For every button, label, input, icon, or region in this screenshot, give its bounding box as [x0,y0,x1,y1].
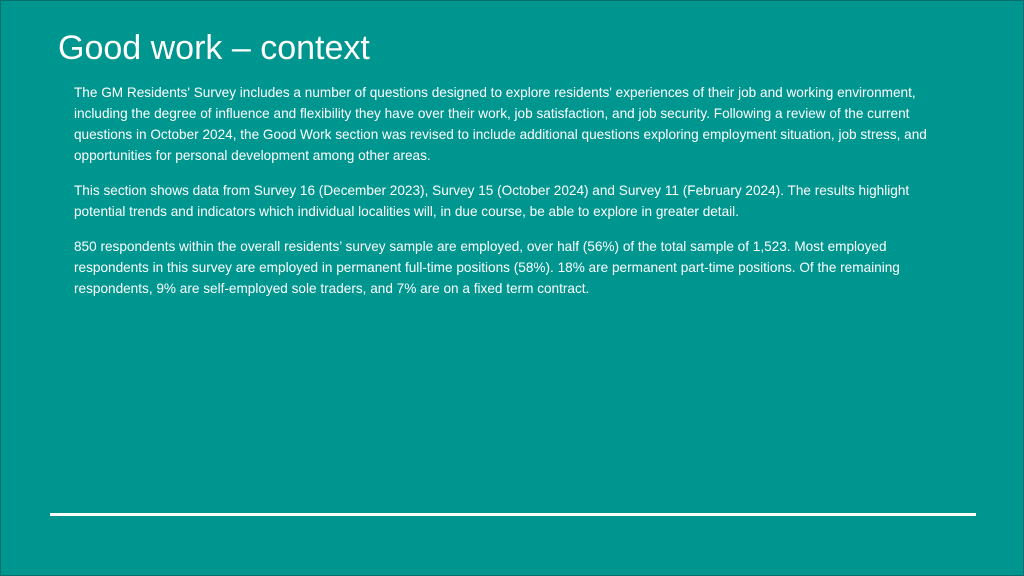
paragraph-employment-stats: 850 respondents within the overall residents’ survey sample are employed, over half (56%) of the total sample of 1,523. Most employed respondents in this survey are employed in permanent full-time positions (58%). 18% are permanent part-time positions. Of the remaining respondents, 9% are self-employed sole traders, and 7% are on a fixed term contract. [74,239,900,296]
slide-body [74,82,954,313]
footer-divider [50,513,976,516]
paragraph-data-sources: This section shows data from Survey 16 (December 2023), Survey 15 (October 2024) and Survey 11 (February 2024). The results highlight potential trends and indicators which individual localities will, in due course, be able to explore in greater detail. [74,183,910,219]
paragraph-survey-intro: The GM Residents' Survey includes a number of questions designed to explore residents' experiences of their job and working environment, including the degree of influence and flexibility they have over their work, job satisfaction, and job security. Following a review of the current questions in October 2024, the Good Work section was revised to include additional questions exploring employment situation, job stress, and opportunities for personal development among other areas. [74,85,927,163]
slide-title: Good work – context [58,29,370,67]
